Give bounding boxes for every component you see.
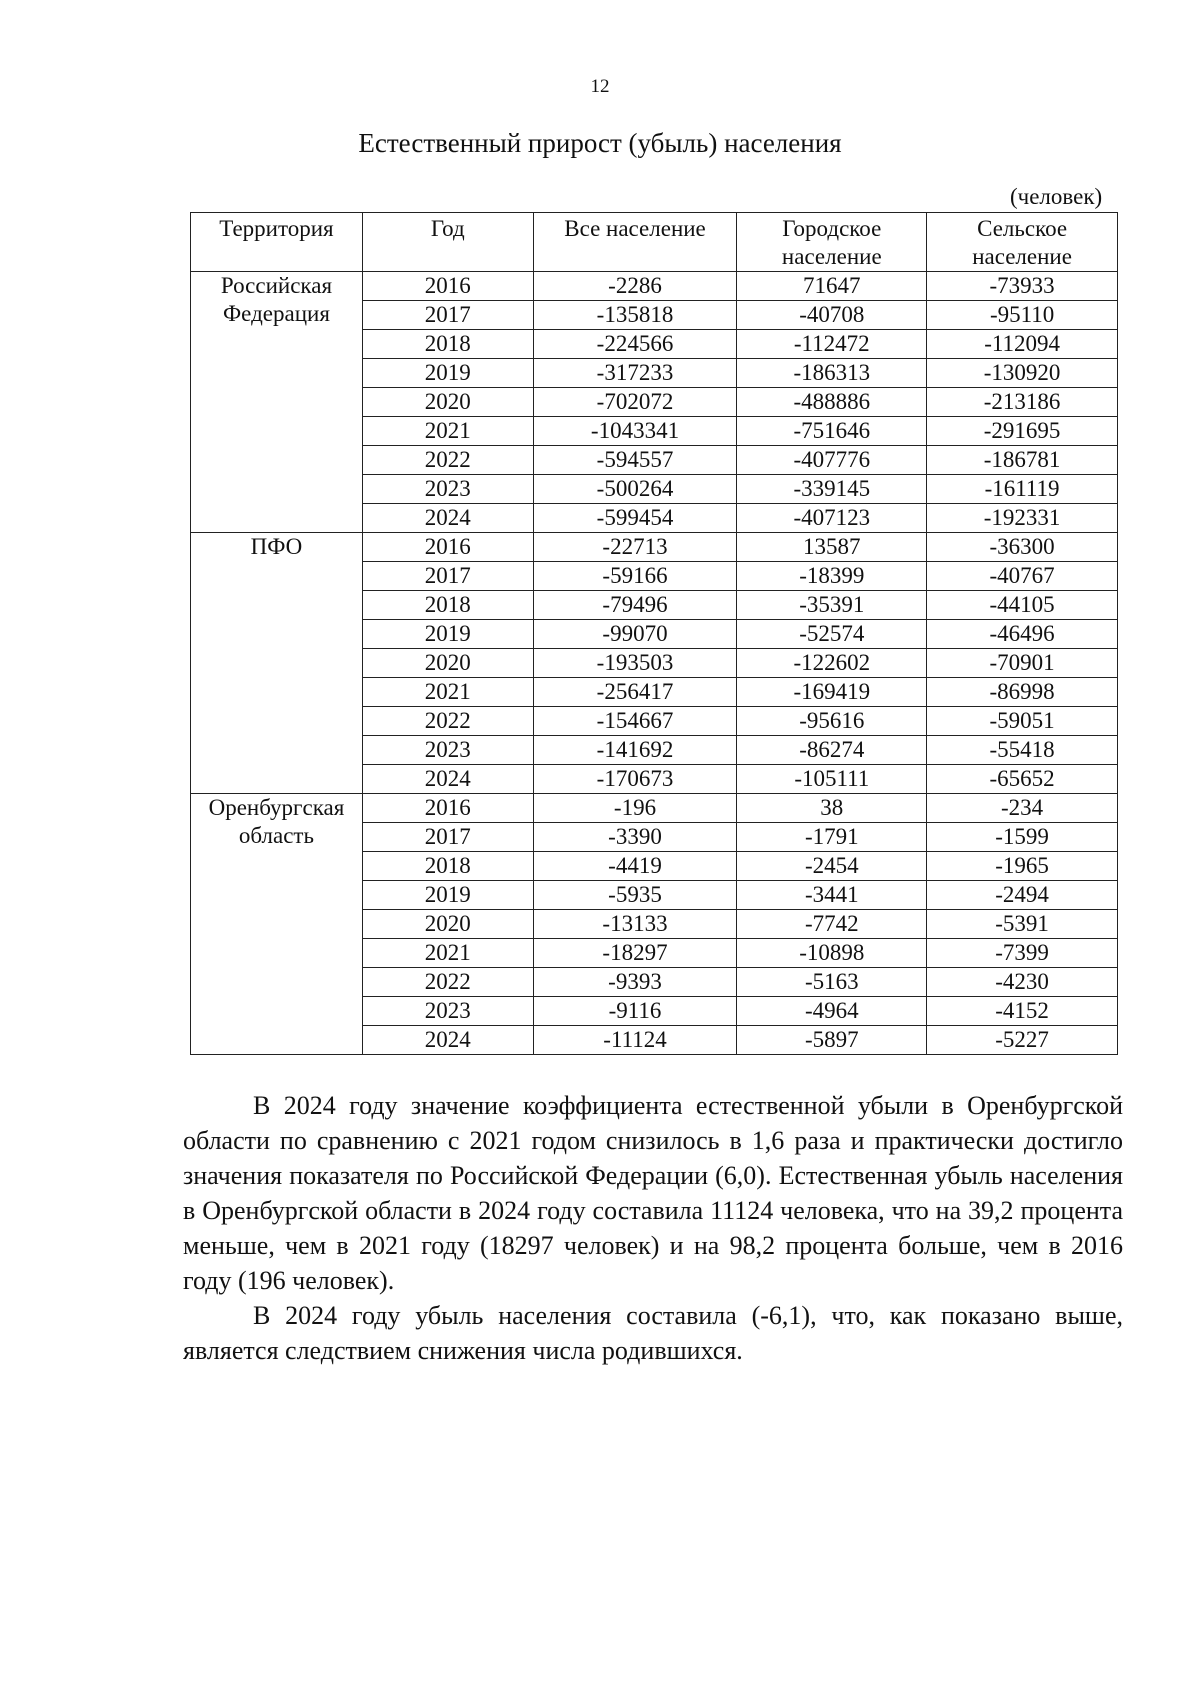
rural-population-cell: -65652 (927, 765, 1118, 794)
all-population-cell: -1043341 (533, 417, 737, 446)
territory-cell: Российская Федерация (191, 272, 363, 533)
units-label: (человек) (1010, 184, 1103, 209)
all-population-cell: -9116 (533, 997, 737, 1026)
year-cell: 2018 (362, 330, 533, 359)
all-population-cell: -224566 (533, 330, 737, 359)
header-rural-population: Сельское население (927, 213, 1118, 272)
urban-population-cell: -186313 (737, 359, 927, 388)
all-population-cell: -3390 (533, 823, 737, 852)
urban-population-cell: -35391 (737, 591, 927, 620)
urban-population-cell: -1791 (737, 823, 927, 852)
header-all-population: Все население (533, 213, 737, 272)
table-header-row (191, 213, 1118, 272)
all-population-cell: -170673 (533, 765, 737, 794)
urban-population-cell: -112472 (737, 330, 927, 359)
year-cell: 2016 (362, 794, 533, 823)
all-population-cell: -317233 (533, 359, 737, 388)
all-population-cell: -18297 (533, 939, 737, 968)
all-population-cell: -141692 (533, 736, 737, 765)
rural-population-cell: -2494 (927, 881, 1118, 910)
rural-population-cell: -36300 (927, 533, 1118, 562)
urban-population-cell: -339145 (737, 475, 927, 504)
year-cell: 2021 (362, 678, 533, 707)
rural-population-cell: -46496 (927, 620, 1118, 649)
all-population-cell: -196 (533, 794, 737, 823)
year-cell: 2024 (362, 504, 533, 533)
year-cell: 2020 (362, 388, 533, 417)
all-population-cell: -599454 (533, 504, 737, 533)
table-row (191, 794, 1118, 823)
urban-population-cell: -7742 (737, 910, 927, 939)
all-population-cell: -154667 (533, 707, 737, 736)
rural-population-cell: -86998 (927, 678, 1118, 707)
population-table (190, 212, 1118, 1055)
urban-population-cell: -105111 (737, 765, 927, 794)
all-population-cell: -256417 (533, 678, 737, 707)
header-urban-population: Городское население (737, 213, 927, 272)
rural-population-cell: -213186 (927, 388, 1118, 417)
urban-population-cell: -40708 (737, 301, 927, 330)
rural-population-cell: -112094 (927, 330, 1118, 359)
urban-population-cell: -122602 (737, 649, 927, 678)
urban-population-cell: -751646 (737, 417, 927, 446)
year-cell: 2017 (362, 823, 533, 852)
urban-population-cell: -86274 (737, 736, 927, 765)
all-population-cell: -702072 (533, 388, 737, 417)
rural-population-cell: -4152 (927, 997, 1118, 1026)
all-population-cell: -11124 (533, 1026, 737, 1055)
paragraph: В 2024 году значение коэффициента естественной убыли в Оренбургской области по сравнению с 2021 годом снизилось в 1,6 раза и практически достигло значения показателя по Российской Федерации (6,0). Естественная убыль населения в Оренбургской области в 2024 году составила 11124 человека, что на 39,2 процента меньше, чем в 2021 году (18297 человек) и на 98,2 процента больше, чем в 2016 году (196 человек). (183, 1091, 1123, 1295)
rural-population-cell: -70901 (927, 649, 1118, 678)
page-number: 12 (590, 76, 610, 97)
urban-population-cell: -169419 (737, 678, 927, 707)
urban-population-cell: -18399 (737, 562, 927, 591)
rural-population-cell: -192331 (927, 504, 1118, 533)
all-population-cell: -79496 (533, 591, 737, 620)
year-cell: 2019 (362, 620, 533, 649)
year-cell: 2023 (362, 736, 533, 765)
urban-population-cell: 71647 (737, 272, 927, 301)
table-row (191, 272, 1118, 301)
year-cell: 2022 (362, 707, 533, 736)
year-cell: 2020 (362, 649, 533, 678)
urban-population-cell: -488886 (737, 388, 927, 417)
year-cell: 2023 (362, 475, 533, 504)
year-cell: 2021 (362, 417, 533, 446)
year-cell: 2024 (362, 765, 533, 794)
rural-population-cell: -1599 (927, 823, 1118, 852)
header-territory: Территория (191, 213, 363, 272)
document-title: Естественный прирост (убыль) населения (358, 128, 842, 158)
territory-cell: Оренбургская область (191, 794, 363, 1055)
urban-population-cell: -10898 (737, 939, 927, 968)
rural-population-cell: -234 (927, 794, 1118, 823)
rural-population-cell: -44105 (927, 591, 1118, 620)
urban-population-cell: -5897 (737, 1026, 927, 1055)
year-cell: 2024 (362, 1026, 533, 1055)
rural-population-cell: -55418 (927, 736, 1118, 765)
urban-population-cell: 13587 (737, 533, 927, 562)
all-population-cell: -4419 (533, 852, 737, 881)
year-cell: 2017 (362, 301, 533, 330)
territory-cell: ПФО (191, 533, 363, 794)
year-cell: 2017 (362, 562, 533, 591)
year-cell: 2019 (362, 359, 533, 388)
year-cell: 2021 (362, 939, 533, 968)
year-cell: 2016 (362, 533, 533, 562)
all-population-cell: -594557 (533, 446, 737, 475)
header-year: Год (362, 213, 533, 272)
year-cell: 2019 (362, 881, 533, 910)
year-cell: 2020 (362, 910, 533, 939)
rural-population-cell: -40767 (927, 562, 1118, 591)
urban-population-cell: -3441 (737, 881, 927, 910)
all-population-cell: -2286 (533, 272, 737, 301)
text-block (183, 1088, 1123, 1368)
rural-population-cell: -130920 (927, 359, 1118, 388)
rural-population-cell: -7399 (927, 939, 1118, 968)
urban-population-cell: -407123 (737, 504, 927, 533)
rural-population-cell: -161119 (927, 475, 1118, 504)
urban-population-cell: -407776 (737, 446, 927, 475)
all-population-cell: -59166 (533, 562, 737, 591)
all-population-cell: -9393 (533, 968, 737, 997)
year-cell: 2022 (362, 968, 533, 997)
all-population-cell: -135818 (533, 301, 737, 330)
rural-population-cell: -4230 (927, 968, 1118, 997)
table-body (191, 272, 1118, 1055)
table-row (191, 533, 1118, 562)
urban-population-cell: 38 (737, 794, 927, 823)
rural-population-cell: -186781 (927, 446, 1118, 475)
urban-population-cell: -95616 (737, 707, 927, 736)
urban-population-cell: -52574 (737, 620, 927, 649)
urban-population-cell: -4964 (737, 997, 927, 1026)
rural-population-cell: -95110 (927, 301, 1118, 330)
rural-population-cell: -5391 (927, 910, 1118, 939)
rural-population-cell: -73933 (927, 272, 1118, 301)
all-population-cell: -500264 (533, 475, 737, 504)
all-population-cell: -193503 (533, 649, 737, 678)
year-cell: 2022 (362, 446, 533, 475)
rural-population-cell: -59051 (927, 707, 1118, 736)
rural-population-cell: -1965 (927, 852, 1118, 881)
all-population-cell: -99070 (533, 620, 737, 649)
paragraph: В 2024 году убыль населения составила (-6,1), что, как показано выше, является следствием снижения числа родившихся. (183, 1301, 1123, 1365)
year-cell: 2018 (362, 852, 533, 881)
all-population-cell: -5935 (533, 881, 737, 910)
year-cell: 2023 (362, 997, 533, 1026)
urban-population-cell: -5163 (737, 968, 927, 997)
year-cell: 2016 (362, 272, 533, 301)
year-cell: 2018 (362, 591, 533, 620)
rural-population-cell: -291695 (927, 417, 1118, 446)
all-population-cell: -13133 (533, 910, 737, 939)
all-population-cell: -22713 (533, 533, 737, 562)
urban-population-cell: -2454 (737, 852, 927, 881)
rural-population-cell: -5227 (927, 1026, 1118, 1055)
